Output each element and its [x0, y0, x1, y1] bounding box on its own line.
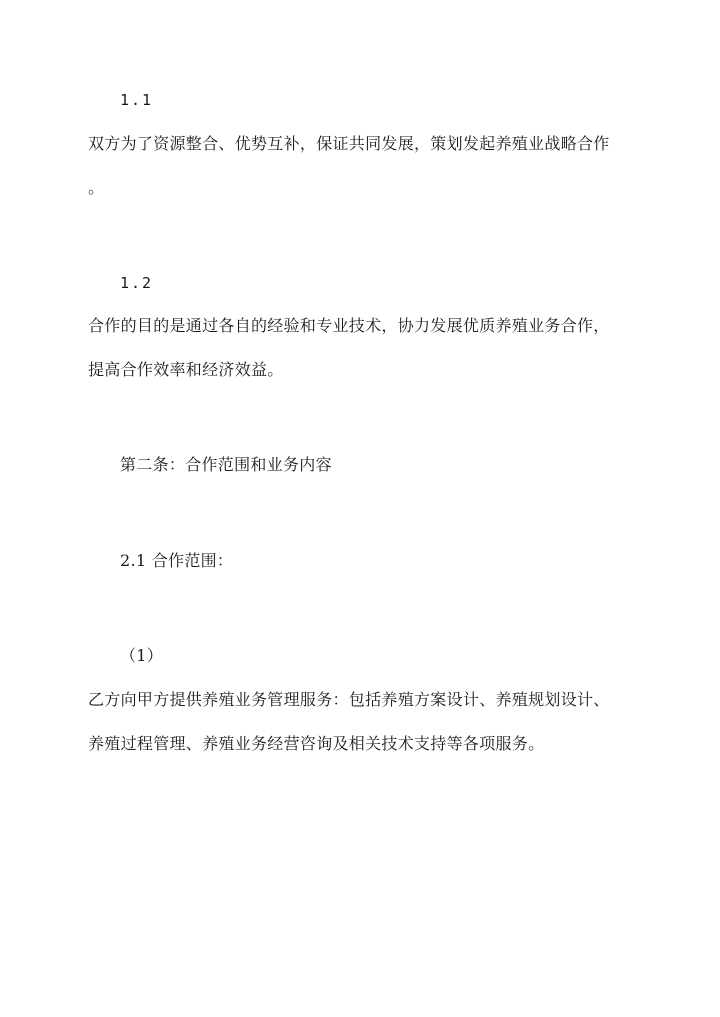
- paragraph-1-2-line-2: 提高合作效率和经济效益。: [88, 360, 284, 379]
- item-1-line-1: 乙方向甲方提供养殖业务管理服务：包括养殖方案设计、养殖规划设计、: [88, 690, 610, 709]
- section-number-1-2: 1.2: [120, 274, 154, 292]
- article-2-heading: 第二条：合作范围和业务内容: [120, 455, 332, 474]
- section-number-1-1: 1.1: [120, 91, 154, 109]
- paragraph-1-1-line-2: 。: [88, 178, 105, 197]
- item-1-label: （1）: [120, 646, 164, 665]
- paragraph-1-2-line-1: 合作的目的是通过各自的经验和专业技术，协力发展优质养殖业务合作，: [88, 316, 610, 335]
- item-1-line-2: 养殖过程管理、养殖业务经营咨询及相关技术支持等各项服务。: [88, 734, 545, 753]
- paragraph-1-1-line-1: 双方为了资源整合、优势互补，保证共同发展，策划发起养殖业战略合作: [88, 134, 610, 153]
- section-2-1-heading: 2.1 合作范围：: [120, 551, 234, 570]
